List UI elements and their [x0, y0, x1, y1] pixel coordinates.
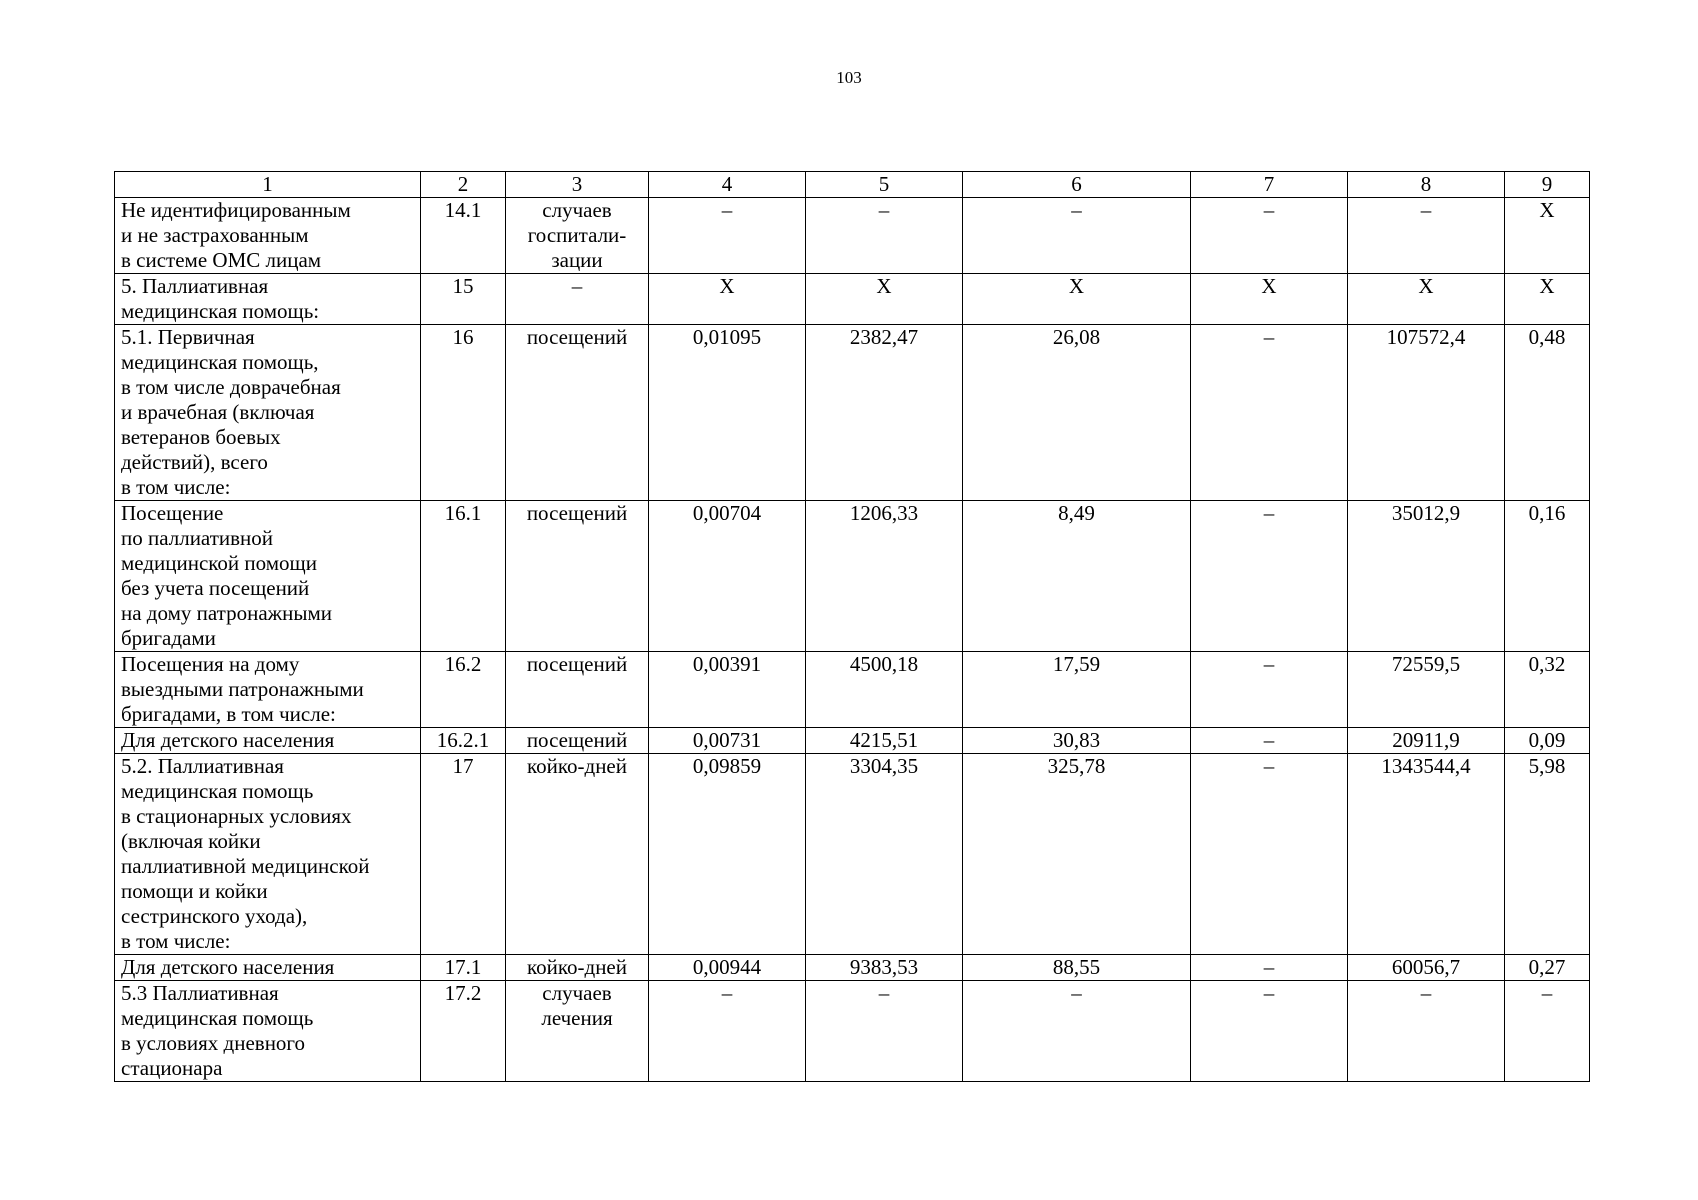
row-code: 16.2: [421, 652, 506, 728]
table-row: [115, 325, 1590, 501]
value-cell: –: [1348, 981, 1505, 1082]
value-cell: 8,49: [963, 501, 1191, 652]
value-cell: 1206,33: [806, 501, 963, 652]
value-cell: 9383,53: [806, 955, 963, 981]
unit-cell: –: [506, 274, 649, 325]
value-cell: 3304,35: [806, 754, 963, 955]
value-cell: 2382,47: [806, 325, 963, 501]
value-cell: 20911,9: [1348, 728, 1505, 754]
table-row: [115, 728, 1590, 754]
column-number: 7: [1191, 172, 1348, 198]
value-cell: 0,00391: [649, 652, 806, 728]
unit-cell: случаев лечения: [506, 981, 649, 1082]
value-cell: 17,59: [963, 652, 1191, 728]
value-cell: 0,27: [1505, 955, 1590, 981]
value-cell: –: [1191, 198, 1348, 274]
table-row: [115, 198, 1590, 274]
row-label: Не идентифицированным и не застрахованным в системе ОМС лицам: [115, 198, 421, 274]
row-label: 5. Паллиативная медицинская помощь:: [115, 274, 421, 325]
value-cell: –: [1505, 981, 1590, 1082]
value-cell: Х: [1505, 274, 1590, 325]
row-code: 16: [421, 325, 506, 501]
table-row: [115, 754, 1590, 955]
unit-cell: посещений: [506, 652, 649, 728]
value-cell: 35012,9: [1348, 501, 1505, 652]
unit-cell: посещений: [506, 728, 649, 754]
value-cell: Х: [1191, 274, 1348, 325]
column-number: 5: [806, 172, 963, 198]
page-number: 103: [836, 68, 862, 87]
value-cell: 0,16: [1505, 501, 1590, 652]
value-cell: 1343544,4: [1348, 754, 1505, 955]
table-row: [115, 501, 1590, 652]
unit-cell: койко-дней: [506, 754, 649, 955]
value-cell: Х: [1348, 274, 1505, 325]
table-row: [115, 955, 1590, 981]
value-cell: –: [1191, 981, 1348, 1082]
column-number: 2: [421, 172, 506, 198]
row-code: 15: [421, 274, 506, 325]
value-cell: –: [1191, 652, 1348, 728]
value-cell: 0,32: [1505, 652, 1590, 728]
row-label: 5.3 Паллиативная медицинская помощь в условиях дневного стационара: [115, 981, 421, 1082]
value-cell: –: [1191, 501, 1348, 652]
value-cell: 107572,4: [1348, 325, 1505, 501]
row-label: Для детского населения: [115, 955, 421, 981]
row-code: 16.2.1: [421, 728, 506, 754]
row-label: Посещения на дому выездными патронажными бригадами, в том числе:: [115, 652, 421, 728]
row-code: 17.2: [421, 981, 506, 1082]
value-cell: –: [1348, 198, 1505, 274]
value-cell: 325,78: [963, 754, 1191, 955]
value-cell: Х: [806, 274, 963, 325]
value-cell: 26,08: [963, 325, 1191, 501]
column-number: 1: [115, 172, 421, 198]
value-cell: –: [649, 981, 806, 1082]
value-cell: 0,09: [1505, 728, 1590, 754]
value-cell: –: [1191, 955, 1348, 981]
value-cell: 0,01095: [649, 325, 806, 501]
unit-cell: случаев госпитали- зации: [506, 198, 649, 274]
unit-cell: посещений: [506, 325, 649, 501]
unit-cell: койко-дней: [506, 955, 649, 981]
value-cell: –: [963, 981, 1191, 1082]
value-cell: 0,09859: [649, 754, 806, 955]
table-row: [115, 652, 1590, 728]
row-label: 5.2. Паллиативная медицинская помощь в стационарных условиях (включая койки паллиативной медицинской помощи и койки сестринского ухода), в том числе:: [115, 754, 421, 955]
value-cell: 60056,7: [1348, 955, 1505, 981]
column-number-row: [115, 172, 1590, 198]
row-label: Для детского населения: [115, 728, 421, 754]
table-row: [115, 981, 1590, 1082]
value-cell: –: [1191, 325, 1348, 501]
unit-cell: посещений: [506, 501, 649, 652]
column-number: 8: [1348, 172, 1505, 198]
value-cell: 0,48: [1505, 325, 1590, 501]
value-cell: Х: [963, 274, 1191, 325]
row-code: 14.1: [421, 198, 506, 274]
value-cell: 5,98: [1505, 754, 1590, 955]
row-label: Посещение по паллиативной медицинской помощи без учета посещений на дому патронажными бригадами: [115, 501, 421, 652]
row-code: 17.1: [421, 955, 506, 981]
value-cell: 4215,51: [806, 728, 963, 754]
value-cell: 4500,18: [806, 652, 963, 728]
value-cell: 0,00944: [649, 955, 806, 981]
value-cell: 0,00704: [649, 501, 806, 652]
value-cell: –: [649, 198, 806, 274]
value-cell: –: [1191, 728, 1348, 754]
table-row: [115, 274, 1590, 325]
value-cell: –: [1191, 754, 1348, 955]
value-cell: –: [963, 198, 1191, 274]
value-cell: Х: [1505, 198, 1590, 274]
value-cell: Х: [649, 274, 806, 325]
column-number: 4: [649, 172, 806, 198]
column-number: 3: [506, 172, 649, 198]
value-cell: 88,55: [963, 955, 1191, 981]
row-code: 17: [421, 754, 506, 955]
tariff-table: [114, 171, 1590, 1082]
value-cell: 30,83: [963, 728, 1191, 754]
column-number: 6: [963, 172, 1191, 198]
row-label: 5.1. Первичная медицинская помощь, в том числе доврачебная и врачебная (включая ветеранов боевых действий), всего в том числе:: [115, 325, 421, 501]
value-cell: 72559,5: [1348, 652, 1505, 728]
column-number: 9: [1505, 172, 1590, 198]
value-cell: –: [806, 198, 963, 274]
value-cell: 0,00731: [649, 728, 806, 754]
value-cell: –: [806, 981, 963, 1082]
row-code: 16.1: [421, 501, 506, 652]
